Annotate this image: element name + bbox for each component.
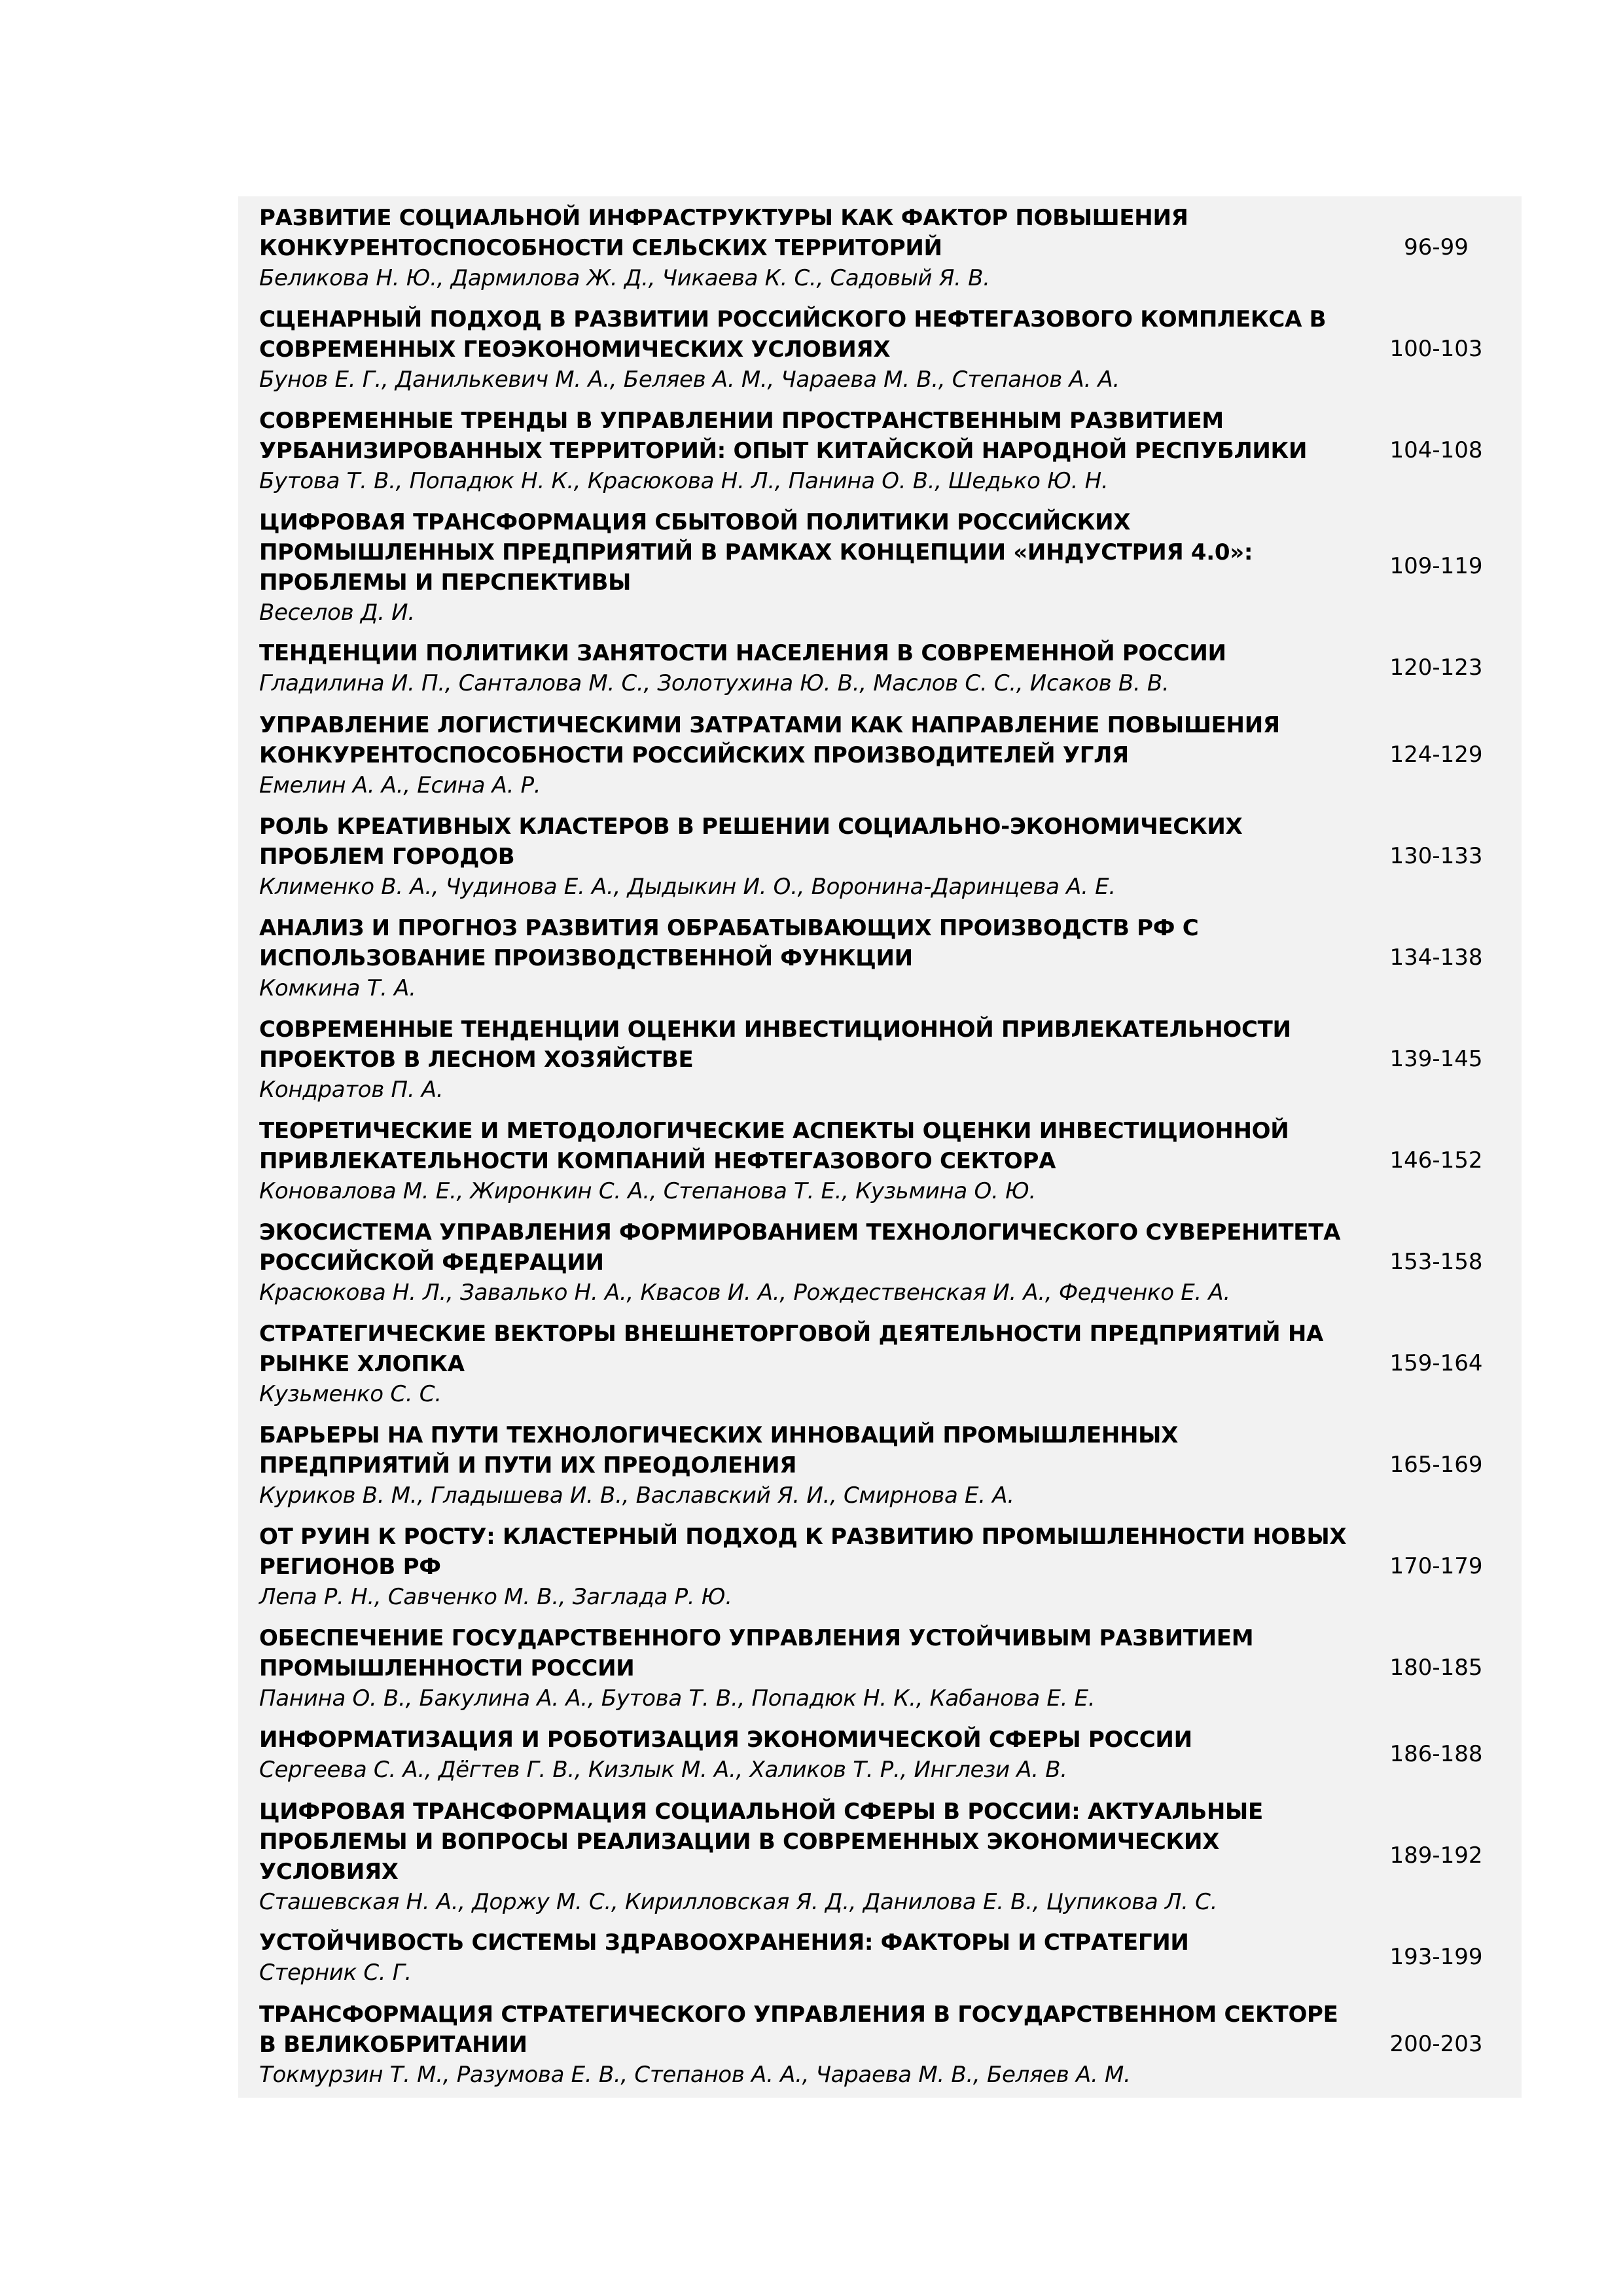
article-title[interactable]: АНАЛИЗ И ПРОГНОЗ РАЗВИТИЯ ОБРАБАТЫВАЮЩИХ ПРОИЗВОДСТВ РФ С ИСПОЛЬЗОВАНИЕ ПРОИЗВОДСТВЕННОЙ ФУНКЦИИ — [259, 915, 1199, 971]
entry-text-block — [259, 1522, 1352, 1612]
entry-text-block — [259, 1420, 1352, 1511]
article-title[interactable]: ТРАНСФОРМАЦИЯ СТРАТЕГИЧЕСКОГО УПРАВЛЕНИЯ В ГОСУДАРСТВЕННОМ СЕКТОРЕ В ВЕЛИКОБРИТАНИИ — [259, 2001, 1338, 2058]
page-range: 96-99 — [1404, 234, 1469, 260]
entry-text-block — [259, 710, 1352, 800]
page-range: 159-164 — [1389, 1350, 1483, 1376]
table-of-contents — [238, 196, 1522, 2098]
toc-entry — [238, 501, 1522, 632]
article-authors: Клименко В. А., Чудинова Е. А., Дыдыкин И. О., Воронина-Даринцева А. Е. — [259, 874, 1116, 900]
entry-text-block — [259, 1116, 1352, 1206]
page-range: 193-199 — [1389, 1944, 1483, 1970]
article-authors: Стерник С. Г. — [259, 1960, 412, 1986]
article-authors: Беликова Н. Ю., Дармилова Ж. Д., Чикаева К. С., Садовый Я. В. — [259, 265, 990, 291]
toc-entry — [238, 704, 1522, 805]
article-title[interactable]: СЦЕНАРНЫЙ ПОДХОД В РАЗВИТИИ РОССИЙСКОГО НЕФТЕГАЗОВОГО КОМПЛЕКСА В СОВРЕМЕННЫХ ГЕОЭКОНОМИЧЕСКИХ УСЛОВИЯХ — [259, 306, 1327, 363]
toc-entry — [238, 1109, 1522, 1211]
page-range: 170-179 — [1389, 1552, 1483, 1579]
entry-text-block — [259, 1928, 1352, 1988]
article-title[interactable]: СТРАТЕГИЧЕСКИЕ ВЕКТОРЫ ВНЕШНЕТОРГОВОЙ ДЕЯТЕЛЬНОСТИ ПРЕДПРИЯТИЙ НА РЫНКЕ ХЛОПКА — [259, 1321, 1324, 1377]
toc-entry — [238, 1211, 1522, 1312]
article-authors: Веселов Д. И. — [259, 600, 415, 626]
article-title[interactable]: УСТОЙЧИВОСТЬ СИСТЕМЫ ЗДРАВООХРАНЕНИЯ: ФАКТОРЫ И СТРАТЕГИИ — [259, 1929, 1189, 1956]
page-range: 124-129 — [1389, 741, 1483, 768]
page-range: 165-169 — [1389, 1451, 1483, 1478]
page-range: 120-123 — [1389, 655, 1483, 681]
toc-entry — [238, 906, 1522, 1008]
article-authors: Бутова Т. В., Попадюк Н. К., Красюкова Н. Л., Панина О. В., Шедько Ю. Н. — [259, 468, 1109, 494]
article-title[interactable]: ОБЕСПЕЧЕНИЕ ГОСУДАРСТВЕННОГО УПРАВЛЕНИЯ УСТОЙЧИВЫМ РАЗВИТИЕМ ПРОМЫШЛЕННОСТИ РОССИИ — [259, 1625, 1254, 1681]
page-range: 189-192 — [1389, 1842, 1483, 1869]
entry-text-block — [259, 1217, 1352, 1308]
entry-text-block — [259, 507, 1352, 628]
article-authors: Красюкова Н. Л., Завалько Н. А., Квасов И. А., Рождественская И. А., Федченко Е. А. — [259, 1280, 1230, 1306]
article-title[interactable]: ЦИФРОВАЯ ТРАНСФОРМАЦИЯ СБЫТОВОЙ ПОЛИТИКИ РОССИЙСКИХ ПРОМЫШЛЕННЫХ ПРЕДПРИЯТИЙ В РАМКАХ КОНЦЕПЦИИ «ИНДУСТРИЯ 4.0»: ПРОБЛЕМЫ И ПЕРСПЕКТИВЫ — [259, 509, 1253, 596]
entry-text-block — [259, 304, 1352, 395]
entry-text-block — [259, 1623, 1352, 1713]
page-range: 134-138 — [1389, 944, 1483, 971]
page-range: 104-108 — [1389, 437, 1483, 463]
toc-entry — [238, 1617, 1522, 1718]
article-authors: Комкина Т. А. — [259, 975, 416, 1001]
page-range: 146-152 — [1389, 1147, 1483, 1174]
page-range: 100-103 — [1389, 335, 1483, 362]
article-title[interactable]: ОТ РУИН К РОСТУ: КЛАСТЕРНЫЙ ПОДХОД К РАЗВИТИЮ ПРОМЫШЛЕННОСТИ НОВЫХ РЕГИОНОВ РФ — [259, 1524, 1347, 1580]
article-title[interactable]: ИНФОРМАТИЗАЦИЯ И РОБОТИЗАЦИЯ ЭКОНОМИЧЕСКОЙ СФЕРЫ РОССИИ — [259, 1727, 1192, 1753]
article-authors: Панина О. В., Бакулина А. А., Бутова Т. В., Попадюк Н. К., Кабанова Е. Е. — [259, 1685, 1096, 1712]
article-authors: Сташевская Н. А., Доржу М. С., Кирилловская Я. Д., Данилова Е. В., Цупикова Л. С. — [259, 1889, 1218, 1915]
article-title[interactable]: ЭКОСИСТЕМА УПРАВЛЕНИЯ ФОРМИРОВАНИЕМ ТЕХНОЛОГИЧЕСКОГО СУВЕРЕНИТЕТА РОССИЙСКОЙ ФЕДЕРАЦИИ — [259, 1219, 1341, 1276]
entry-text-block — [259, 1797, 1352, 1917]
article-authors: Гладилина И. П., Санталова М. С., Золотухина Ю. В., Маслов С. С., Исаков В. В. — [259, 670, 1169, 696]
page-range: 200-203 — [1389, 2030, 1483, 2057]
entry-text-block — [259, 1014, 1352, 1105]
page-range: 153-158 — [1389, 1248, 1483, 1275]
article-title[interactable]: РАЗВИТИЕ СОЦИАЛЬНОЙ ИНФРАСТРУКТУРЫ КАК ФАКТОР ПОВЫШЕНИЯ КОНКУРЕНТОСПОСОБНОСТИ СЕЛЬСКИХ ТЕРРИТОРИЙ — [259, 205, 1188, 261]
article-authors: Кондратов П. А. — [259, 1077, 444, 1103]
entry-text-block — [259, 812, 1352, 902]
article-title[interactable]: РОЛЬ КРЕАТИВНЫХ КЛАСТЕРОВ В РЕШЕНИИ СОЦИАЛЬНО-ЭКОНОМИЧЕСКИХ ПРОБЛЕМ ГОРОДОВ — [259, 814, 1243, 870]
entry-text-block — [259, 2000, 1352, 2090]
article-title[interactable]: СОВРЕМЕННЫЕ ТЕНДЕНЦИИ ОЦЕНКИ ИНВЕСТИЦИОННОЙ ПРИВЛЕКАТЕЛЬНОСТИ ПРОЕКТОВ В ЛЕСНОМ ХОЗЯЙСТВЕ — [259, 1016, 1291, 1073]
toc-entry — [238, 298, 1522, 399]
page-range: 109-119 — [1389, 553, 1483, 579]
article-authors: Коновалова М. Е., Жиронкин С. А., Степанова Т. Е., Кузьмина О. Ю. — [259, 1178, 1036, 1204]
article-authors: Кузьменко С. С. — [259, 1381, 442, 1407]
entry-text-block — [259, 1319, 1352, 1409]
toc-entry — [238, 196, 1522, 298]
article-title[interactable]: ТЕНДЕНЦИИ ПОЛИТИКИ ЗАНЯТОСТИ НАСЕЛЕНИЯ В СОВРЕМЕННОЙ РОССИИ — [259, 640, 1226, 666]
article-authors: Бунов Е. Г., Данилькевич М. А., Беляев А. М., Чараева М. В., Степанов А. А. — [259, 367, 1120, 393]
article-title[interactable]: УПРАВЛЕНИЕ ЛОГИСТИЧЕСКИМИ ЗАТРАТАМИ КАК НАПРАВЛЕНИЕ ПОВЫШЕНИЯ КОНКУРЕНТОСПОСОБНОСТИ РОССИЙСКИХ ПРОИЗВОДИТЕЛЕЙ УГЛЯ — [259, 712, 1280, 768]
entry-text-block — [259, 638, 1352, 698]
toc-entry — [238, 1921, 1522, 1993]
entry-text-block — [259, 1725, 1352, 1785]
article-title[interactable]: ЦИФРОВАЯ ТРАНСФОРМАЦИЯ СОЦИАЛЬНОЙ СФЕРЫ В РОССИИ: АКТУАЛЬНЫЕ ПРОБЛЕМЫ И ВОПРОСЫ РЕАЛИЗАЦИИ В СОВРЕМЕННЫХ ЭКОНОМИЧЕСКИХ УСЛОВИЯХ — [259, 1799, 1263, 1885]
page-range: 180-185 — [1389, 1654, 1483, 1681]
entry-text-block — [259, 913, 1352, 1003]
article-title[interactable]: ТЕОРЕТИЧЕСКИЕ И МЕТОДОЛОГИЧЕСКИЕ АСПЕКТЫ ОЦЕНКИ ИНВЕСТИЦИОННОЙ ПРИВЛЕКАТЕЛЬНОСТИ КОМПАНИЙ НЕФТЕГАЗОВОГО СЕКТОРА — [259, 1118, 1289, 1174]
toc-entry — [238, 1312, 1522, 1414]
entry-text-block — [259, 203, 1352, 293]
toc-entry — [238, 1993, 1522, 2094]
article-authors: Сергеева С. А., Дёгтев Г. В., Кизлык М. А., Халиков Т. Р., Инглези А. В. — [259, 1757, 1067, 1783]
article-title[interactable]: БАРЬЕРЫ НА ПУТИ ТЕХНОЛОГИЧЕСКИХ ИННОВАЦИЙ ПРОМЫШЛЕННЫХ ПРЕДПРИЯТИЙ И ПУТИ ИХ ПРЕОДОЛЕНИЯ — [259, 1422, 1178, 1479]
toc-entry — [238, 1414, 1522, 1515]
article-authors: Лепа Р. Н., Савченко М. В., Заглада Р. Ю. — [259, 1584, 732, 1610]
entry-text-block — [259, 406, 1352, 496]
toc-entry — [238, 1718, 1522, 1790]
toc-entry — [238, 1008, 1522, 1109]
page-range: 186-188 — [1389, 1741, 1483, 1767]
page-range: 130-133 — [1389, 842, 1483, 869]
article-authors: Токмурзин Т. М., Разумова Е. В., Степанов А. А., Чараева М. В., Беляев А. М. — [259, 2062, 1131, 2088]
toc-entry — [238, 805, 1522, 906]
toc-entry — [238, 399, 1522, 501]
article-authors: Емелин А. А., Есина А. Р. — [259, 772, 541, 798]
toc-entry — [238, 1515, 1522, 1617]
article-title[interactable]: СОВРЕМЕННЫЕ ТРЕНДЫ В УПРАВЛЕНИИ ПРОСТРАНСТВЕННЫМ РАЗВИТИЕМ УРБАНИЗИРОВАННЫХ ТЕРРИТОРИЙ: ОПЫТ КИТАЙСКОЙ НАРОДНОЙ РЕСПУБЛИКИ — [259, 408, 1308, 464]
page-range: 139-145 — [1389, 1045, 1483, 1072]
toc-entry — [238, 632, 1522, 704]
article-authors: Куриков В. М., Гладышева И. В., Ваславский Я. И., Смирнова Е. А. — [259, 1482, 1014, 1509]
toc-entry — [238, 1790, 1522, 1921]
